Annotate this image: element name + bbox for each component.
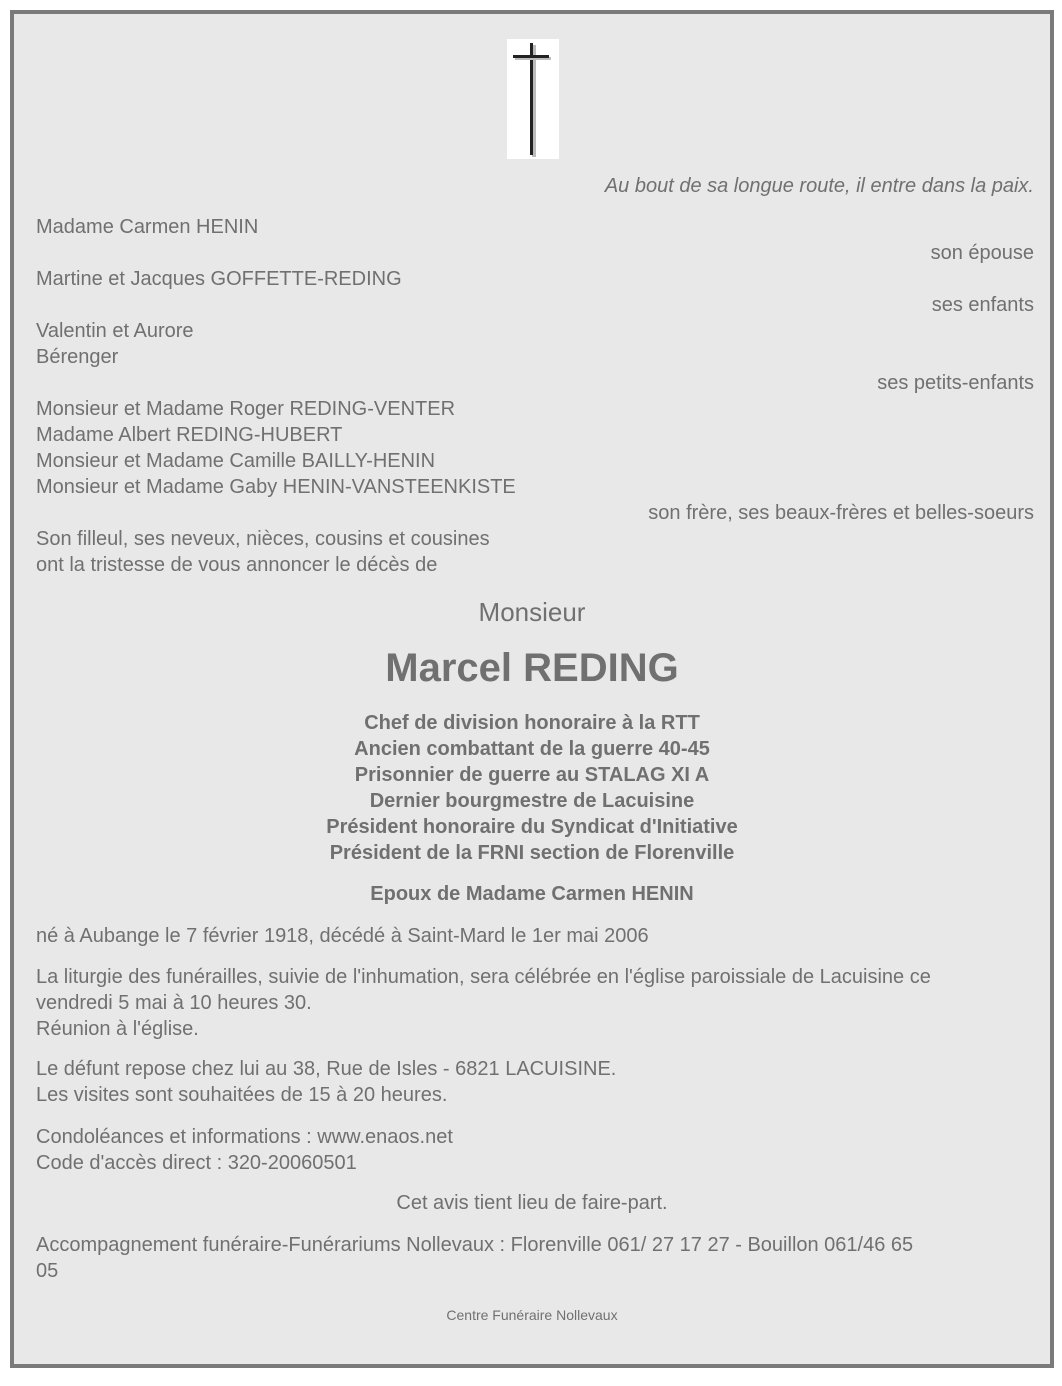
closing-line: ont la tristesse de vous annoncer le décès de [36,554,438,576]
funeral-info: vendredi 5 mai à 10 heures 30. [36,992,312,1014]
family-relation: son frère, ses beaux-frères et belles-soeurs [648,502,1034,524]
visit-info: Le défunt repose chez lui au 38, Rue de Isles - 6821 LACUISINE. [36,1058,617,1080]
condolences-info: Condoléances et informations : www.enaos.net [36,1126,453,1148]
family-name: Valentin et Aurore [36,320,194,342]
motto: Au bout de sa longue route, il entre dans la paix. [604,175,1034,197]
deceased-title: Prisonnier de guerre au STALAG XI A [354,764,710,786]
honorific: Monsieur [478,597,586,627]
funeral-info: Réunion à l'église. [36,1018,199,1040]
visit-info: Les visites sont souhaitées de 15 à 20 heures. [36,1084,448,1106]
latin-cross-icon [507,39,559,159]
family-name: Monsieur et Madame Camille BAILLY-HENIN [36,450,436,472]
deceased-name: Marcel REDING [385,646,679,690]
birth-death: né à Aubange le 7 février 1918, décédé à Saint-Mard le 1er mai 2006 [36,925,649,947]
notice: Cet avis tient lieu de faire-part. [396,1192,668,1214]
family-name: Madame Carmen HENIN [36,216,259,238]
deceased-title: Président honoraire du Syndicat d'Initiative [326,816,738,838]
family-relation: ses petits-enfants [877,372,1034,394]
funeral-home: 05 [36,1260,59,1282]
obituary-card [10,10,1054,1368]
spouse-line: Epoux de Madame Carmen HENIN [370,883,694,905]
family-name: Madame Albert REDING-HUBERT [36,424,343,446]
footer: Centre Funéraire Nollevaux [446,1307,618,1323]
deceased-title: Ancien combattant de la guerre 40-45 [354,738,710,760]
family-relation: son épouse [930,242,1034,264]
closing-line: Son filleul, ses neveux, nièces, cousins et cousines [36,528,490,550]
family-name: Bérenger [36,346,119,368]
deceased-title: Dernier bourgmestre de Lacuisine [369,790,695,812]
family-name: Monsieur et Madame Roger REDING-VENTER [36,398,456,420]
family-name: Monsieur et Madame Gaby HENIN-VANSTEENKISTE [36,476,516,498]
funeral-info: La liturgie des funérailles, suivie de l'inhumation, sera célébrée en l'église paroissiale de Lacuisine ce [36,966,931,988]
cross-image [507,39,559,159]
family-relation: ses enfants [931,294,1034,316]
deceased-title: Chef de division honoraire à la RTT [364,712,700,734]
access-code: Code d'accès direct : 320-20060501 [36,1152,357,1174]
family-name: Martine et Jacques GOFFETTE-REDING [36,268,402,290]
deceased-title: Président de la FRNI section de Florenville [329,842,735,864]
funeral-home: Accompagnement funéraire-Funérariums Nollevaux : Florenville 061/ 27 17 27 - Bouillon 061/46 65 [36,1234,914,1256]
